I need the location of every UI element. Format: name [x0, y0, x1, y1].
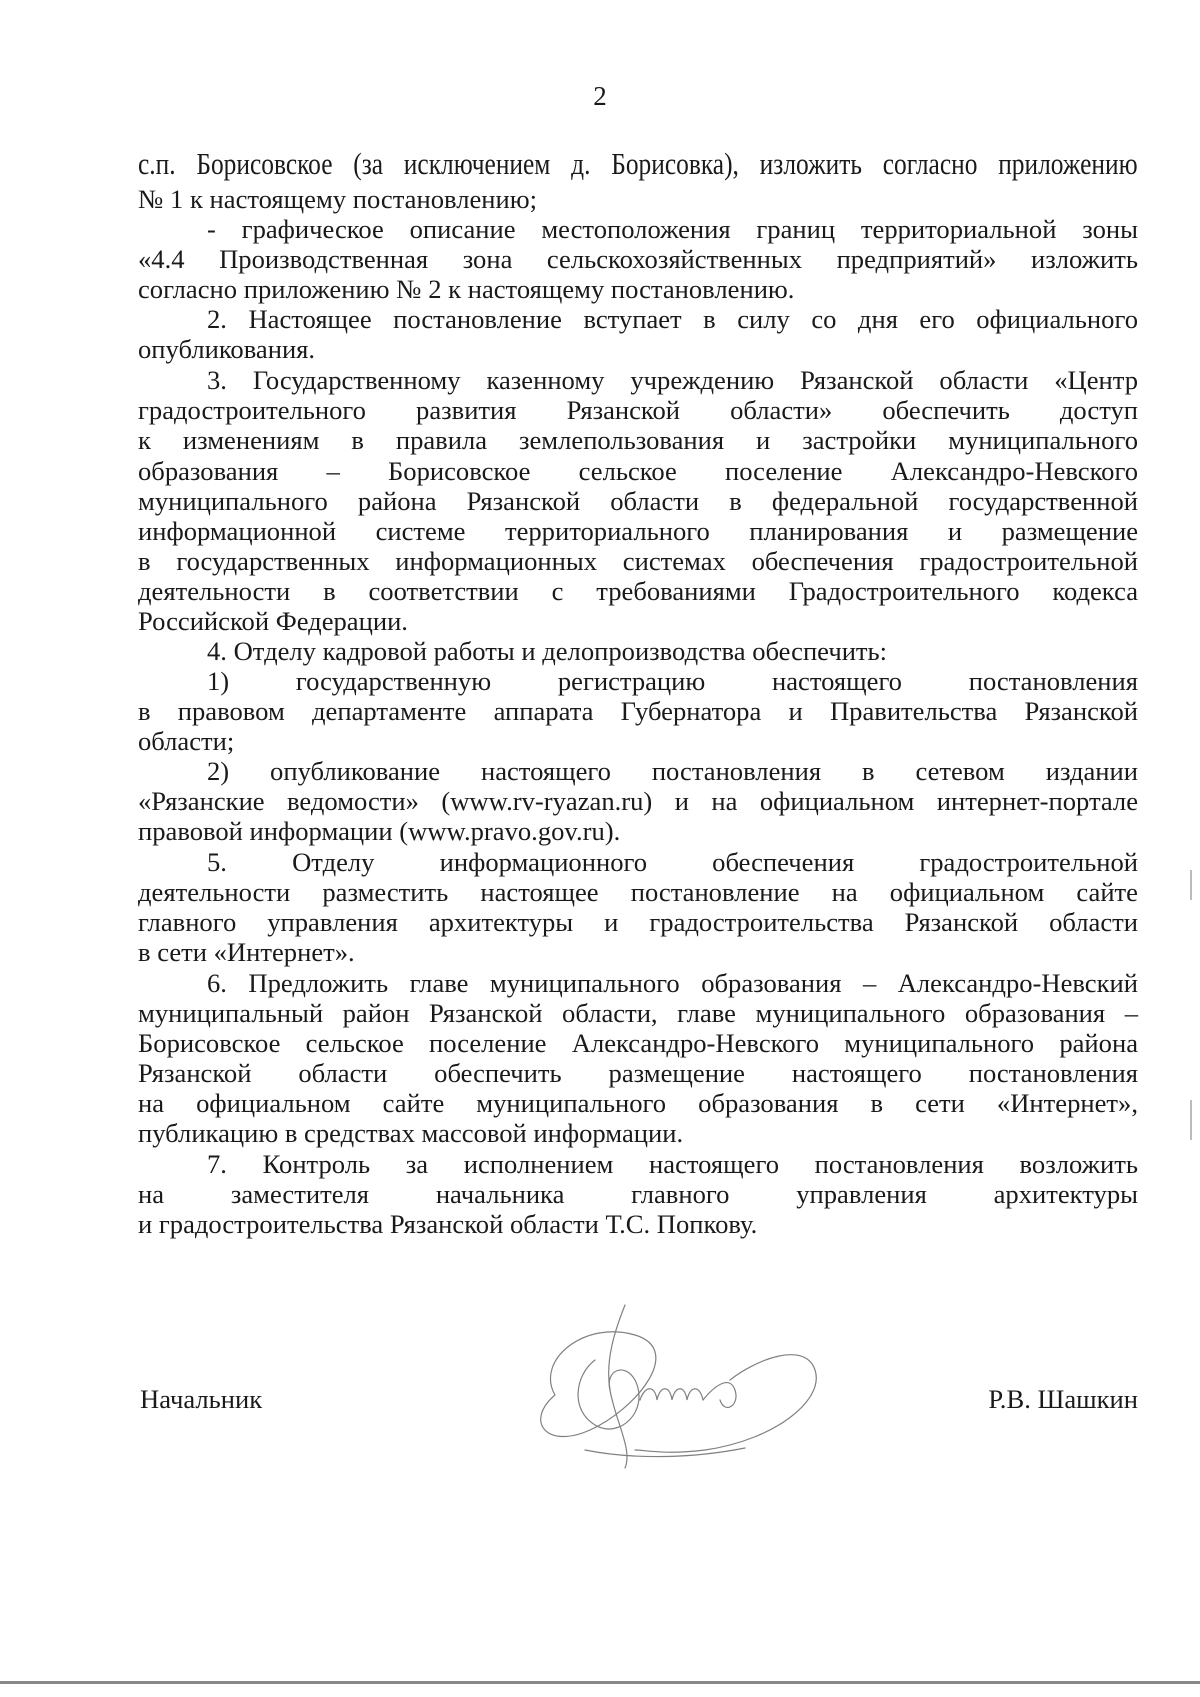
- text-line: правовой информации (www.pravo.gov.ru).: [138, 816, 621, 846]
- text-line: опубликования.: [138, 334, 316, 364]
- handwritten-signature: [515, 1300, 835, 1470]
- text-line: 2) опубликование настоящего постановления в сетевом издании: [207, 756, 1138, 786]
- text-line: главного управления архитектуры и градостроительства Рязанской области: [138, 907, 1138, 937]
- text-line: области;: [138, 726, 235, 756]
- text-line: на заместителя начальника главного управления архитектуры: [138, 1179, 1138, 1209]
- text-line: в сети «Интернет».: [138, 937, 355, 967]
- text-line: деятельности в соответствии с требованиями Градостроительного кодекса: [138, 576, 1138, 606]
- text-line: 2. Настоящее постановление вступает в силу со дня его официального: [207, 304, 1138, 334]
- text-line: образования – Борисовское сельское поселение Александро-Невского: [138, 456, 1138, 486]
- page-number: 2: [593, 81, 607, 111]
- text-line: - графическое описание местоположения границ территориальной зоны: [207, 214, 1138, 244]
- text-line: публикацию в средствах массовой информации.: [138, 1118, 684, 1148]
- text-line: муниципального района Рязанской области в федеральной государственной: [138, 486, 1138, 516]
- text-line: 1) государственную регистрацию настоящего постановления: [207, 666, 1138, 696]
- text-line: согласно приложению № 2 к настоящему постановлению.: [138, 274, 795, 304]
- text-line: деятельности разместить настоящее постановление на официальном сайте: [138, 877, 1138, 907]
- text-line: 7. Контроль за исполнением настоящего постановления возложить: [207, 1149, 1138, 1179]
- text-line: в правовом департаменте аппарата Губернатора и Правительства Рязанской: [138, 696, 1138, 726]
- text-line: 3. Государственному казенному учреждению Рязанской области «Центр: [207, 365, 1138, 395]
- text-line: на официальном сайте муниципального образования в сети «Интернет»,: [138, 1088, 1138, 1118]
- text-line: Российской Федерации.: [138, 606, 408, 636]
- text-line: «4.4 Производственная зона сельскохозяйственных предприятий» изложить: [138, 244, 1138, 274]
- scan-edge-mark: [1190, 870, 1192, 900]
- text-line: № 1 к настоящему постановлению;: [138, 184, 537, 214]
- text-line: градостроительного развития Рязанской области» обеспечить доступ: [138, 395, 1138, 425]
- scan-bottom-edge: [0, 1681, 1200, 1684]
- text-line: Борисовское сельское поселение Александро-Невского муниципального района: [138, 1028, 1138, 1058]
- signatory-name: Р.В. Шашкин: [988, 1384, 1138, 1414]
- text-line: 6. Предложить главе муниципального образования – Александро-Невский: [207, 968, 1138, 998]
- text-line: информационной системе территориального планирования и размещение: [138, 516, 1138, 546]
- text-line: к изменениям в правила землепользования и застройки муниципального: [138, 425, 1138, 455]
- text-line: муниципальный район Рязанской области, главе муниципального образования –: [138, 998, 1138, 1028]
- text-line: и градостроительства Рязанской области Т.С. Попкову.: [138, 1209, 758, 1239]
- text-line: с.п. Борисовское (за исключением д. Борисовка), изложить согласно приложению: [138, 146, 1138, 181]
- text-line: 4. Отделу кадровой работы и делопроизводства обеспечить:: [207, 636, 888, 666]
- text-line: 5. Отделу информационного обеспечения градостроительной: [207, 847, 1138, 877]
- signatory-position: Начальник: [140, 1384, 263, 1414]
- scan-edge-mark: [1190, 1100, 1192, 1140]
- text-line: «Рязанские ведомости» (www.rv-ryazan.ru) и на официальном интернет-портале: [138, 786, 1138, 816]
- text-line: Рязанской области обеспечить размещение настоящего постановления: [138, 1058, 1138, 1088]
- text-line: в государственных информационных системах обеспечения градостроительной: [138, 546, 1138, 576]
